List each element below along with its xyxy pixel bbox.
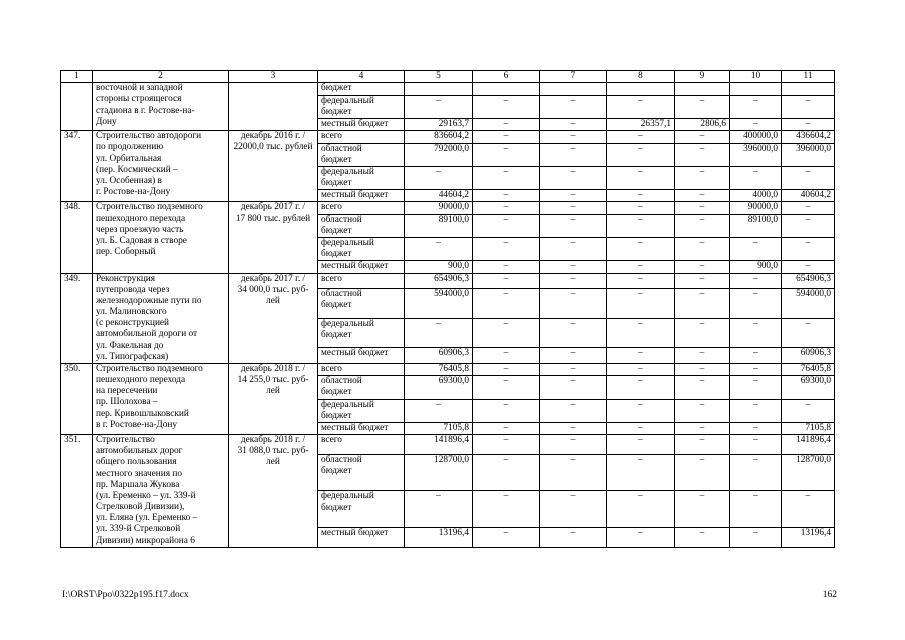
- table-row: [61, 273, 835, 289]
- value-cell: 26357,1: [607, 118, 675, 130]
- value-cell: –: [675, 95, 730, 118]
- column-header: 10: [730, 71, 782, 83]
- value-cell: –: [675, 376, 730, 399]
- value-cell: 2806,6: [675, 118, 730, 130]
- value-cell: –: [607, 376, 675, 399]
- column-header: 1: [61, 71, 93, 83]
- value-cell: –: [540, 190, 607, 202]
- funding-source: федеральный бюджет: [318, 238, 405, 261]
- value-cell: –: [607, 214, 675, 237]
- funding-source: федеральный бюджет: [318, 166, 405, 189]
- table-row: [61, 202, 835, 214]
- funding-source: федеральный бюджет: [318, 95, 405, 118]
- value-cell: –: [540, 363, 607, 375]
- value-cell: 128700,0: [405, 454, 473, 491]
- project-name: Реконструкция путепровода через железнодорожные пути по ул. Малиновского (с реконструкцией автомобильной дороги от ул. Факельная до ул. Типографская): [93, 273, 229, 363]
- value-cell: –: [730, 118, 782, 130]
- value-cell: –: [405, 95, 473, 118]
- value-cell: [540, 83, 607, 95]
- value-cell: –: [540, 202, 607, 214]
- value-cell: 69300,0: [782, 376, 835, 399]
- value-cell: –: [540, 238, 607, 261]
- value-cell: 13196,4: [405, 528, 473, 547]
- column-header: 7: [540, 71, 607, 83]
- value-cell: –: [675, 528, 730, 547]
- value-cell: 29163,7: [405, 118, 473, 130]
- value-cell: –: [405, 166, 473, 189]
- header-row: [61, 71, 835, 83]
- value-cell: –: [675, 143, 730, 166]
- value-cell: –: [730, 273, 782, 289]
- project-date: декабрь 2017 г. / 34 000,0 тыс. руб- лей: [229, 273, 318, 363]
- value-cell: –: [540, 131, 607, 143]
- value-cell: –: [473, 95, 540, 118]
- project-date: декабрь 2017 г. / 17 800 тыс. рублей: [229, 202, 318, 273]
- value-cell: –: [675, 214, 730, 237]
- value-cell: –: [730, 289, 782, 319]
- funding-source: местный бюджет: [318, 118, 405, 130]
- value-cell: –: [607, 318, 675, 348]
- value-cell: 396000,0: [730, 143, 782, 166]
- value-cell: 7105,8: [782, 422, 835, 434]
- funding-source: всего: [318, 435, 405, 454]
- column-header: 9: [675, 71, 730, 83]
- column-header: 6: [473, 71, 540, 83]
- row-number: 351.: [61, 435, 93, 548]
- value-cell: [730, 83, 782, 95]
- value-cell: –: [675, 363, 730, 375]
- value-cell: –: [405, 238, 473, 261]
- value-cell: –: [540, 348, 607, 364]
- row-number: [61, 83, 93, 131]
- funding-source: бюджет: [318, 83, 405, 95]
- value-cell: –: [473, 454, 540, 491]
- value-cell: –: [607, 131, 675, 143]
- value-cell: –: [540, 273, 607, 289]
- project-date: декабрь 2018 г. / 14 255,0 тыс. руб- лей: [229, 363, 318, 434]
- value-cell: –: [540, 143, 607, 166]
- value-cell: –: [675, 435, 730, 454]
- value-cell: –: [473, 289, 540, 319]
- value-cell: –: [607, 289, 675, 319]
- value-cell: –: [730, 238, 782, 261]
- project-name: Строительство подземного пешеходного перехода через проезжую часть ул. Б. Садовая в створе пер. Соборный: [93, 202, 229, 273]
- value-cell: –: [473, 118, 540, 130]
- value-cell: –: [675, 454, 730, 491]
- value-cell: –: [607, 166, 675, 189]
- value-cell: 4000,0: [730, 190, 782, 202]
- value-cell: [675, 83, 730, 95]
- value-cell: 60906,3: [782, 348, 835, 364]
- value-cell: 400000,0: [730, 131, 782, 143]
- funding-source: федеральный бюджет: [318, 491, 405, 528]
- value-cell: 69300,0: [405, 376, 473, 399]
- funding-source: местный бюджет: [318, 261, 405, 273]
- column-header: 11: [782, 71, 835, 83]
- value-cell: –: [540, 491, 607, 528]
- column-header: 8: [607, 71, 675, 83]
- value-cell: –: [675, 261, 730, 273]
- column-header: 2: [93, 71, 229, 83]
- value-cell: 40604,2: [782, 190, 835, 202]
- value-cell: 90000,0: [405, 202, 473, 214]
- value-cell: –: [540, 214, 607, 237]
- value-cell: 900,0: [405, 261, 473, 273]
- value-cell: 89100,0: [730, 214, 782, 237]
- value-cell: –: [473, 318, 540, 348]
- value-cell: –: [730, 363, 782, 375]
- project-name: Строительство подземного пешеходного перехода на пересечении пр. Шолохова – пер. Кривошлыковский в г. Ростове-на-Дону: [93, 363, 229, 434]
- table-row: [61, 131, 835, 143]
- row-number: 347.: [61, 131, 93, 202]
- project-name: восточной и западной стороны строящегося стадиона в г. Ростове-на- Дону: [93, 83, 229, 131]
- value-cell: –: [675, 348, 730, 364]
- funding-source: местный бюджет: [318, 528, 405, 547]
- value-cell: –: [675, 190, 730, 202]
- value-cell: –: [607, 143, 675, 166]
- value-cell: [607, 83, 675, 95]
- project-name: Строительство автомобильных дорог общего пользования местного значения по пр. Маршала Жукова (ул. Еременко – ул. 339-й Стрелковой Дивизии), ул. Еляна (ул. Еременко – ул. 339-й Стрелковой Дивизии) микрорайона 6: [93, 435, 229, 548]
- project-name: Строительство автодороги по продолжению ул. Орбитальная (пер. Космический – ул. Особенная) в г. Ростове-на-Дону: [93, 131, 229, 202]
- value-cell: –: [607, 202, 675, 214]
- value-cell: –: [730, 399, 782, 422]
- value-cell: –: [473, 422, 540, 434]
- funding-source: всего: [318, 131, 405, 143]
- value-cell: 128700,0: [782, 454, 835, 491]
- value-cell: –: [782, 399, 835, 422]
- value-cell: –: [782, 166, 835, 189]
- value-cell: –: [473, 528, 540, 547]
- table-row: [61, 83, 835, 95]
- value-cell: –: [540, 435, 607, 454]
- column-header: 4: [318, 71, 405, 83]
- value-cell: –: [730, 318, 782, 348]
- value-cell: –: [540, 454, 607, 491]
- value-cell: –: [473, 273, 540, 289]
- value-cell: 792000,0: [405, 143, 473, 166]
- value-cell: –: [675, 318, 730, 348]
- table-row: [61, 435, 835, 454]
- value-cell: –: [675, 131, 730, 143]
- value-cell: –: [540, 261, 607, 273]
- column-header: 3: [229, 71, 318, 83]
- value-cell: –: [730, 435, 782, 454]
- funding-source: всего: [318, 202, 405, 214]
- value-cell: 76405,8: [405, 363, 473, 375]
- value-cell: –: [473, 261, 540, 273]
- value-cell: –: [675, 422, 730, 434]
- project-date: декабрь 2018 г. / 31 088,0 тыс. руб- лей: [229, 435, 318, 548]
- value-cell: 654906,3: [782, 273, 835, 289]
- value-cell: –: [405, 491, 473, 528]
- value-cell: –: [675, 166, 730, 189]
- project-date: декабрь 2016 г. / 22000,0 тыс. рублей: [229, 131, 318, 202]
- value-cell: 141896,4: [782, 435, 835, 454]
- value-cell: –: [730, 166, 782, 189]
- value-cell: –: [540, 318, 607, 348]
- page-number: 162: [822, 590, 837, 600]
- funding-source: местный бюджет: [318, 422, 405, 434]
- value-cell: –: [782, 491, 835, 528]
- funding-source: местный бюджет: [318, 190, 405, 202]
- value-cell: –: [607, 95, 675, 118]
- value-cell: 60906,3: [405, 348, 473, 364]
- funding-source: областной бюджет: [318, 143, 405, 166]
- row-number: 349.: [61, 273, 93, 363]
- value-cell: –: [473, 363, 540, 375]
- funding-source: областной бюджет: [318, 376, 405, 399]
- value-cell: –: [782, 318, 835, 348]
- funding-source: всего: [318, 273, 405, 289]
- column-header: 5: [405, 71, 473, 83]
- funding-source: областной бюджет: [318, 289, 405, 319]
- value-cell: –: [405, 399, 473, 422]
- value-cell: 7105,8: [405, 422, 473, 434]
- funding-source: федеральный бюджет: [318, 399, 405, 422]
- value-cell: –: [730, 376, 782, 399]
- value-cell: –: [607, 273, 675, 289]
- value-cell: –: [473, 202, 540, 214]
- project-date: [229, 83, 318, 131]
- value-cell: –: [473, 131, 540, 143]
- value-cell: –: [782, 214, 835, 237]
- funding-source: федеральный бюджет: [318, 318, 405, 348]
- funding-source: областной бюджет: [318, 214, 405, 237]
- value-cell: –: [607, 363, 675, 375]
- value-cell: –: [540, 422, 607, 434]
- value-cell: –: [730, 95, 782, 118]
- value-cell: –: [607, 238, 675, 261]
- value-cell: 594000,0: [405, 289, 473, 319]
- value-cell: –: [473, 143, 540, 166]
- row-number: 348.: [61, 202, 93, 273]
- value-cell: –: [782, 118, 835, 130]
- value-cell: –: [730, 422, 782, 434]
- value-cell: –: [473, 435, 540, 454]
- value-cell: –: [607, 422, 675, 434]
- value-cell: –: [730, 528, 782, 547]
- value-cell: –: [473, 238, 540, 261]
- value-cell: –: [540, 399, 607, 422]
- value-cell: –: [473, 348, 540, 364]
- value-cell: –: [675, 238, 730, 261]
- value-cell: –: [540, 289, 607, 319]
- value-cell: –: [473, 190, 540, 202]
- value-cell: –: [675, 289, 730, 319]
- value-cell: –: [782, 95, 835, 118]
- value-cell: –: [607, 399, 675, 422]
- value-cell: –: [473, 214, 540, 237]
- value-cell: –: [473, 166, 540, 189]
- value-cell: 836604,2: [405, 131, 473, 143]
- value-cell: –: [473, 399, 540, 422]
- value-cell: –: [730, 454, 782, 491]
- value-cell: [782, 83, 835, 95]
- value-cell: –: [607, 261, 675, 273]
- value-cell: 141896,4: [405, 435, 473, 454]
- value-cell: [405, 83, 473, 95]
- value-cell: –: [405, 318, 473, 348]
- funding-source: областной бюджет: [318, 454, 405, 491]
- value-cell: 89100,0: [405, 214, 473, 237]
- value-cell: –: [607, 454, 675, 491]
- funding-source: всего: [318, 363, 405, 375]
- value-cell: –: [675, 399, 730, 422]
- value-cell: –: [782, 238, 835, 261]
- value-cell: –: [675, 202, 730, 214]
- value-cell: 76405,8: [782, 363, 835, 375]
- value-cell: 44604,2: [405, 190, 473, 202]
- value-cell: 13196,4: [782, 528, 835, 547]
- value-cell: –: [730, 348, 782, 364]
- row-number: 350.: [61, 363, 93, 434]
- value-cell: –: [540, 528, 607, 547]
- value-cell: –: [730, 491, 782, 528]
- value-cell: –: [782, 202, 835, 214]
- value-cell: –: [473, 491, 540, 528]
- value-cell: –: [607, 491, 675, 528]
- value-cell: 436604,2: [782, 131, 835, 143]
- table-row: [61, 363, 835, 375]
- value-cell: 594000,0: [782, 289, 835, 319]
- value-cell: –: [782, 261, 835, 273]
- value-cell: [473, 83, 540, 95]
- value-cell: –: [540, 118, 607, 130]
- file-path: I:\ORST\Ppo\0322p195.f17.docx: [62, 590, 189, 600]
- value-cell: –: [473, 376, 540, 399]
- funding-source: местный бюджет: [318, 348, 405, 364]
- budget-table: [60, 70, 835, 548]
- value-cell: 900,0: [730, 261, 782, 273]
- value-cell: –: [540, 95, 607, 118]
- value-cell: 654906,3: [405, 273, 473, 289]
- value-cell: 396000,0: [782, 143, 835, 166]
- value-cell: –: [540, 376, 607, 399]
- value-cell: –: [607, 435, 675, 454]
- value-cell: –: [607, 348, 675, 364]
- value-cell: –: [607, 528, 675, 547]
- value-cell: –: [675, 273, 730, 289]
- value-cell: 90000,0: [730, 202, 782, 214]
- value-cell: –: [540, 166, 607, 189]
- value-cell: –: [607, 190, 675, 202]
- value-cell: –: [675, 491, 730, 528]
